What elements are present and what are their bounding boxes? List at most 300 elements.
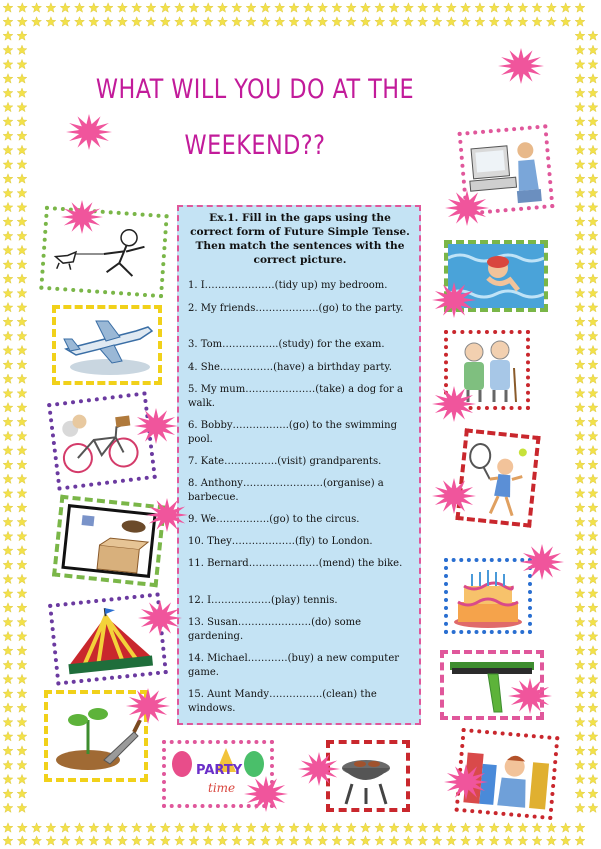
border-star xyxy=(575,689,585,698)
border-star xyxy=(404,836,414,845)
border-star xyxy=(3,102,13,111)
starburst-decoration xyxy=(126,688,170,724)
border-star xyxy=(17,746,27,755)
border-star xyxy=(17,59,27,68)
border-star xyxy=(17,303,27,312)
exercise-item: 2. My friends……………….(go) to the party. xyxy=(188,303,404,314)
border-star xyxy=(588,717,598,726)
border-star xyxy=(588,45,598,54)
border-star xyxy=(518,823,528,832)
border-star xyxy=(575,288,585,297)
border-star xyxy=(461,3,471,12)
border-star xyxy=(289,3,299,12)
border-star xyxy=(561,3,571,12)
border-star xyxy=(361,17,371,26)
border-star xyxy=(518,17,528,26)
starburst-shape xyxy=(134,408,178,444)
border-star xyxy=(132,17,142,26)
border-star xyxy=(575,388,585,397)
border-star xyxy=(432,823,442,832)
border-star xyxy=(361,823,371,832)
border-star xyxy=(17,374,27,383)
border-star xyxy=(17,732,27,741)
border-star xyxy=(3,160,13,169)
border-star xyxy=(588,188,598,197)
border-star xyxy=(17,603,27,612)
starburst-decoration xyxy=(134,408,178,444)
border-star xyxy=(3,774,13,783)
border-star xyxy=(3,603,13,612)
border-star xyxy=(3,260,13,269)
border-star xyxy=(3,45,13,54)
exercise-item: 3. Tom……………..(study) for the exam. xyxy=(188,339,385,350)
border-star xyxy=(418,17,428,26)
border-star xyxy=(3,374,13,383)
starburst-decoration xyxy=(298,752,340,786)
border-star xyxy=(547,836,557,845)
starburst-shape xyxy=(146,498,188,532)
border-star xyxy=(575,760,585,769)
border-star xyxy=(17,417,27,426)
border-star xyxy=(3,17,13,26)
border-star xyxy=(17,360,27,369)
border-star xyxy=(3,760,13,769)
border-star xyxy=(189,836,199,845)
exercise-item: 9. We…………….(go) to the circus. xyxy=(188,514,360,525)
border-star xyxy=(3,517,13,526)
border-star xyxy=(489,3,499,12)
border-star xyxy=(3,446,13,455)
border-star xyxy=(289,823,299,832)
starburst-decoration xyxy=(445,190,489,226)
border-star xyxy=(575,260,585,269)
border-star xyxy=(3,231,13,240)
border-star xyxy=(261,17,271,26)
border-star xyxy=(303,836,313,845)
starburst-decoration xyxy=(146,498,188,532)
border-star xyxy=(75,3,85,12)
border-star xyxy=(318,3,328,12)
border-star xyxy=(588,160,598,169)
border-star xyxy=(3,460,13,469)
border-star xyxy=(547,17,557,26)
border-star xyxy=(575,574,585,583)
border-star xyxy=(3,823,13,832)
border-star xyxy=(17,774,27,783)
border-star xyxy=(575,88,585,97)
border-star xyxy=(103,836,113,845)
border-star xyxy=(588,331,598,340)
border-star xyxy=(146,836,156,845)
border-star xyxy=(3,88,13,97)
border-star xyxy=(3,732,13,741)
border-star xyxy=(588,345,598,354)
border-star xyxy=(118,823,128,832)
border-star xyxy=(17,446,27,455)
border-star xyxy=(17,31,27,40)
border-star xyxy=(60,17,70,26)
border-star xyxy=(17,217,27,226)
exercise-item: 11. Bernard…………………(mend) the bike. xyxy=(188,558,403,569)
border-star xyxy=(375,17,385,26)
starburst-shape xyxy=(138,600,182,636)
border-star xyxy=(3,617,13,626)
border-star xyxy=(588,145,598,154)
border-star xyxy=(346,836,356,845)
page-title xyxy=(76,62,435,174)
exercise-item: 4. She…………….(have) a birthday party. xyxy=(188,362,392,373)
border-star xyxy=(575,360,585,369)
border-star xyxy=(3,631,13,640)
border-star xyxy=(588,102,598,111)
border-star xyxy=(232,836,242,845)
border-star xyxy=(575,431,585,440)
border-star xyxy=(575,746,585,755)
border-star xyxy=(588,274,598,283)
border-star xyxy=(418,836,428,845)
border-star xyxy=(575,117,585,126)
border-star xyxy=(504,836,514,845)
border-star xyxy=(461,17,471,26)
starburst-decoration xyxy=(244,776,288,812)
border-star xyxy=(218,3,228,12)
border-star xyxy=(275,836,285,845)
border-star xyxy=(575,774,585,783)
border-star xyxy=(17,288,27,297)
border-star xyxy=(588,646,598,655)
border-star xyxy=(575,274,585,283)
border-star xyxy=(361,3,371,12)
border-star xyxy=(3,660,13,669)
border-star xyxy=(17,345,27,354)
border-star xyxy=(3,546,13,555)
border-star xyxy=(218,836,228,845)
starburst-shape xyxy=(244,776,288,812)
border-star xyxy=(3,417,13,426)
border-star xyxy=(446,17,456,26)
border-star xyxy=(588,31,598,40)
border-star xyxy=(3,303,13,312)
border-star xyxy=(3,803,13,812)
border-star xyxy=(547,3,557,12)
border-star xyxy=(75,17,85,26)
border-star xyxy=(160,823,170,832)
border-star xyxy=(346,3,356,12)
border-star xyxy=(3,646,13,655)
exercise-instructions: Ex.1. Fill in the gaps using the correct form of Future Simple Tense. Then match the sentences with the correct picture. xyxy=(190,212,410,266)
border-star xyxy=(17,803,27,812)
border-star xyxy=(17,403,27,412)
border-star xyxy=(261,836,271,845)
border-star xyxy=(46,836,56,845)
border-star xyxy=(588,360,598,369)
starburst-decoration xyxy=(520,544,564,580)
border-star xyxy=(332,17,342,26)
border-star xyxy=(17,388,27,397)
starburst-shape xyxy=(432,282,476,318)
border-star xyxy=(17,174,27,183)
border-star xyxy=(60,3,70,12)
starburst-decoration xyxy=(444,764,488,800)
border-star xyxy=(17,760,27,769)
border-star xyxy=(17,488,27,497)
border-star xyxy=(203,3,213,12)
border-star xyxy=(17,431,27,440)
border-star xyxy=(504,17,514,26)
border-star xyxy=(489,823,499,832)
border-star xyxy=(32,3,42,12)
border-star xyxy=(588,789,598,798)
border-star xyxy=(175,17,185,26)
border-star xyxy=(175,3,185,12)
border-star xyxy=(588,546,598,555)
border-star xyxy=(89,836,99,845)
border-star xyxy=(532,836,542,845)
border-star xyxy=(17,160,27,169)
border-star xyxy=(17,560,27,569)
border-star xyxy=(588,288,598,297)
border-star xyxy=(575,74,585,83)
border-star xyxy=(575,131,585,140)
border-star xyxy=(3,789,13,798)
border-star xyxy=(203,17,213,26)
border-star xyxy=(404,823,414,832)
border-star xyxy=(17,117,27,126)
border-star xyxy=(175,836,185,845)
border-star xyxy=(289,836,299,845)
border-star xyxy=(275,17,285,26)
border-star xyxy=(17,574,27,583)
border-star xyxy=(575,303,585,312)
border-star xyxy=(588,631,598,640)
border-star xyxy=(575,403,585,412)
border-star xyxy=(146,17,156,26)
border-star xyxy=(232,3,242,12)
border-star xyxy=(246,823,256,832)
border-star xyxy=(575,245,585,254)
border-star xyxy=(561,836,571,845)
starburst-decoration xyxy=(66,114,112,150)
border-star xyxy=(489,836,499,845)
border-star xyxy=(375,836,385,845)
border-star xyxy=(17,503,27,512)
border-star xyxy=(575,188,585,197)
border-star xyxy=(575,45,585,54)
border-star xyxy=(318,836,328,845)
border-star xyxy=(17,88,27,97)
border-star xyxy=(3,503,13,512)
border-star xyxy=(17,460,27,469)
starburst-decoration xyxy=(432,386,476,422)
border-star xyxy=(17,74,27,83)
border-star xyxy=(17,260,27,269)
exercise-item: 6. Bobby……………..(go) to the swimming pool. xyxy=(188,420,397,445)
border-star xyxy=(89,3,99,12)
border-star xyxy=(588,732,598,741)
border-star xyxy=(89,823,99,832)
border-star xyxy=(46,823,56,832)
border-star xyxy=(588,517,598,526)
border-star xyxy=(561,17,571,26)
airplane-picture xyxy=(52,305,162,385)
border-star xyxy=(3,245,13,254)
border-star xyxy=(575,717,585,726)
border-star xyxy=(3,74,13,83)
starburst-shape xyxy=(432,386,476,422)
border-star xyxy=(75,836,85,845)
border-star xyxy=(17,660,27,669)
border-star xyxy=(389,836,399,845)
border-star xyxy=(246,836,256,845)
starburst-shape xyxy=(508,678,552,714)
border-star xyxy=(3,589,13,598)
border-star xyxy=(3,488,13,497)
border-star xyxy=(60,823,70,832)
border-star xyxy=(160,17,170,26)
border-star xyxy=(3,388,13,397)
title-line-2: WEEKEND?? xyxy=(184,130,326,161)
exercise-item: 15. Aunt Mandy…………….(clean) the windows. xyxy=(188,689,377,714)
border-star xyxy=(389,17,399,26)
border-star xyxy=(575,474,585,483)
border-star xyxy=(17,331,27,340)
border-star xyxy=(588,689,598,698)
border-star xyxy=(588,617,598,626)
border-star xyxy=(3,474,13,483)
border-star xyxy=(588,74,598,83)
border-star xyxy=(575,145,585,154)
border-star xyxy=(3,274,13,283)
border-star xyxy=(246,17,256,26)
border-star xyxy=(3,674,13,683)
border-star xyxy=(575,160,585,169)
border-star xyxy=(3,403,13,412)
border-star xyxy=(575,331,585,340)
border-star xyxy=(432,836,442,845)
border-star xyxy=(588,417,598,426)
starburst-shape xyxy=(520,544,564,580)
birthday-cake-picture xyxy=(444,558,532,634)
border-star xyxy=(575,560,585,569)
border-star xyxy=(346,17,356,26)
border-star xyxy=(588,374,598,383)
border-star xyxy=(588,303,598,312)
border-star xyxy=(575,674,585,683)
border-star xyxy=(246,3,256,12)
starburst-shape xyxy=(298,752,340,786)
border-star xyxy=(432,3,442,12)
border-star xyxy=(118,3,128,12)
border-star xyxy=(17,674,27,683)
border-star xyxy=(588,574,598,583)
border-star xyxy=(17,17,27,26)
border-star xyxy=(3,331,13,340)
border-star xyxy=(575,174,585,183)
border-star xyxy=(3,360,13,369)
border-star xyxy=(3,31,13,40)
border-star xyxy=(361,836,371,845)
border-star xyxy=(103,3,113,12)
border-star xyxy=(518,836,528,845)
border-star xyxy=(575,803,585,812)
border-star xyxy=(588,703,598,712)
border-star xyxy=(575,603,585,612)
border-star xyxy=(189,823,199,832)
border-star xyxy=(575,660,585,669)
border-star xyxy=(332,3,342,12)
border-star xyxy=(3,836,13,845)
border-star xyxy=(575,102,585,111)
exercise-panel xyxy=(177,205,421,725)
border-star xyxy=(3,288,13,297)
border-star xyxy=(3,145,13,154)
border-star xyxy=(588,674,598,683)
border-star xyxy=(17,823,27,832)
border-star xyxy=(461,836,471,845)
border-star xyxy=(575,202,585,211)
border-star xyxy=(3,689,13,698)
border-star xyxy=(3,117,13,126)
exercise-item: 12. I………………(play) tennis. xyxy=(188,595,338,606)
border-star xyxy=(575,31,585,40)
border-star xyxy=(575,3,585,12)
border-star xyxy=(17,646,27,655)
border-star xyxy=(46,3,56,12)
title-line-1: WHAT WILL YOU DO AT THE xyxy=(95,74,415,105)
exercise-item: 5. My mum…………………(take) a dog for a walk. xyxy=(188,384,403,409)
border-star xyxy=(232,823,242,832)
border-star xyxy=(189,3,199,12)
border-star xyxy=(575,789,585,798)
border-star xyxy=(588,202,598,211)
starburst-shape xyxy=(61,200,103,234)
border-star xyxy=(3,531,13,540)
border-star xyxy=(532,17,542,26)
border-star xyxy=(232,17,242,26)
border-star xyxy=(588,388,598,397)
border-star xyxy=(588,589,598,598)
border-star xyxy=(203,823,213,832)
border-star xyxy=(588,760,598,769)
border-star xyxy=(17,689,27,698)
border-star xyxy=(532,3,542,12)
border-star xyxy=(160,836,170,845)
border-star xyxy=(518,3,528,12)
starburst-shape xyxy=(432,478,476,514)
border-star xyxy=(575,460,585,469)
border-star xyxy=(575,589,585,598)
border-star xyxy=(75,823,85,832)
border-star xyxy=(89,17,99,26)
exercise-item: 1. I…………………(tidy up) my bedroom. xyxy=(188,280,388,291)
border-star xyxy=(17,231,27,240)
border-star xyxy=(575,374,585,383)
party-label: PARTY xyxy=(196,763,243,778)
starburst-decoration xyxy=(432,282,476,318)
border-star xyxy=(575,417,585,426)
starburst-shape xyxy=(498,48,544,84)
border-star xyxy=(17,531,27,540)
border-star xyxy=(389,823,399,832)
border-star xyxy=(575,517,585,526)
border-star xyxy=(446,823,456,832)
starburst-shape xyxy=(126,688,170,724)
border-star xyxy=(588,746,598,755)
border-star xyxy=(575,703,585,712)
border-star xyxy=(318,823,328,832)
border-star xyxy=(3,202,13,211)
border-star xyxy=(489,17,499,26)
